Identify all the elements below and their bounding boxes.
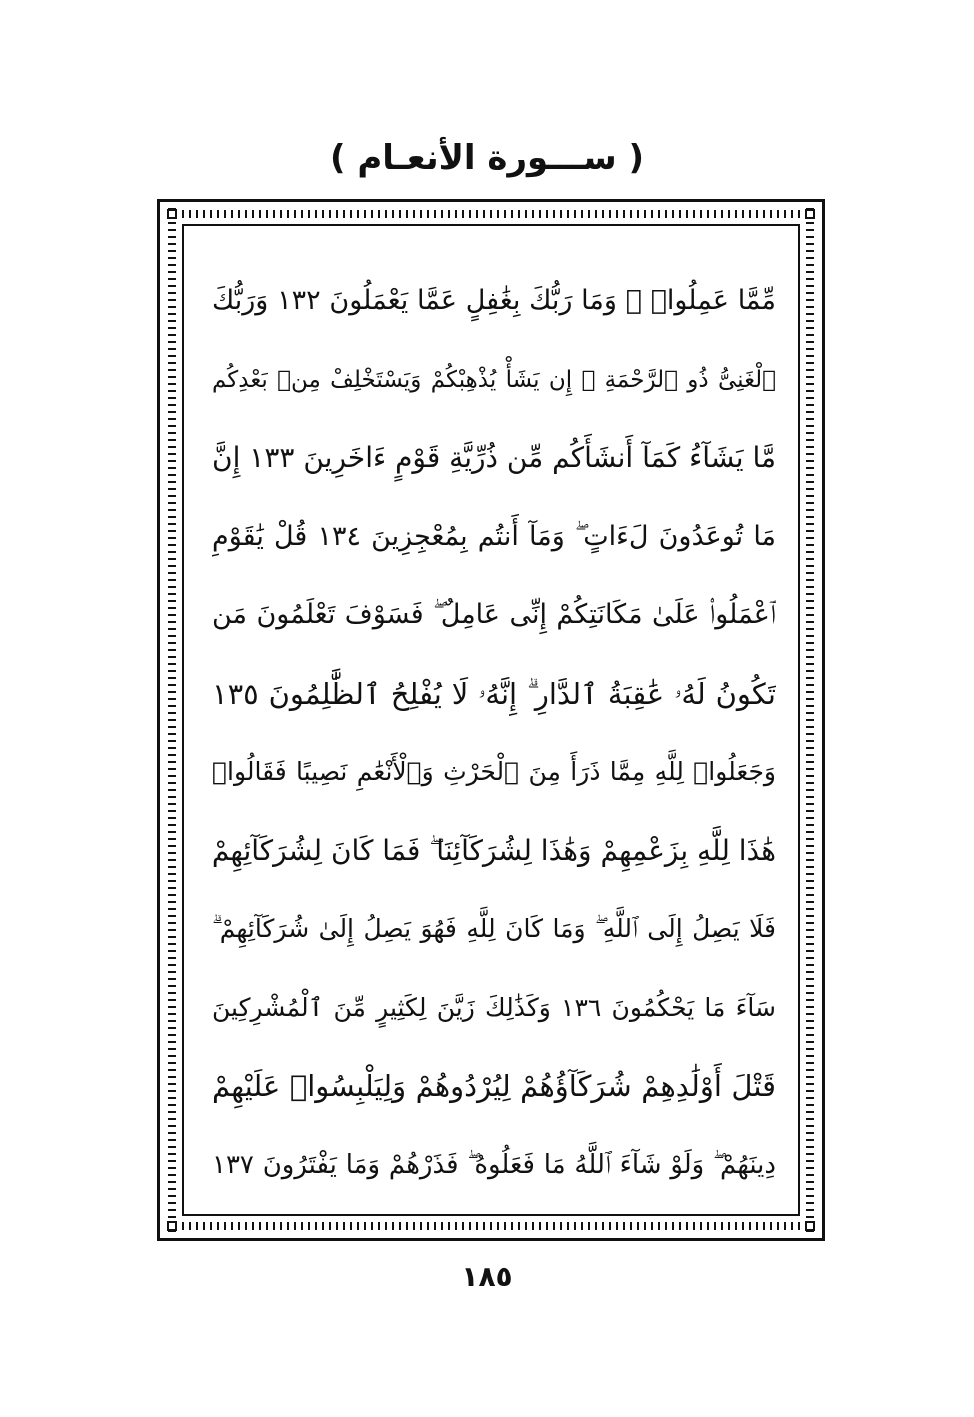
verse-line-6: تَكُونُ لَهُۥ عَٰقِبَةُ ٱلدَّارِ ۗ إِنَّهُۥ لَا يُفْلِحُ ٱلظَّٰلِمُونَ ١٣٥ (212, 676, 776, 711)
verse-line-5: ٱعْمَلُوا۟ عَلَىٰ مَكَانَتِكُمْ إِنِّى عَامِلٌ ۖ فَسَوْفَ تَعْلَمُونَ مَن (212, 599, 776, 630)
border-band-left (168, 208, 176, 1232)
verse-line-10: سَآءَ مَا يَحْكُمُونَ ١٣٦ وَكَذَٰلِكَ زَيَّنَ لِكَثِيرٍ مِّنَ ٱلْمُشْرِكِينَ (212, 992, 776, 1022)
verse-line-1: مِّمَّا عَمِلُوا۟ ۚ وَمَا رَبُّكَ بِغَٰفِلٍ عَمَّا يَعْمَلُونَ ١٣٢ وَرَبُّكَ (212, 285, 776, 316)
surah-title: ( ســـورة الأنعـام ) (329, 138, 645, 178)
border-corner-bottom-right (805, 1221, 815, 1231)
border-corner-bottom-left (167, 1221, 177, 1231)
page-number: ١٨٥ (461, 1260, 513, 1293)
verse-line-2: ٱلْغَنِىُّ ذُو ٱلرَّحْمَةِ ۚ إِن يَشَأْ يُذْهِبْكُمْ وَيَسْتَخْلِفْ مِنۢ بَعْدِكُم (212, 366, 776, 393)
border-corner-top-left (167, 209, 177, 219)
verse-line-7: وَجَعَلُوا۟ لِلَّهِ مِمَّا ذَرَأَ مِنَ ٱلْحَرْثِ وَٱلْأَنْعَٰمِ نَصِيبًا فَقَالُوا۟ (212, 757, 776, 786)
verse-text-block (212, 262, 776, 1204)
verse-line-3: مَّا يَشَآءُ كَمَآ أَنشَأَكُم مِّن ذُرِّيَّةِ قَوْمٍ ءَاخَرِينَ ١٣٣ إِنَّ (212, 441, 776, 474)
border-corner-top-right (805, 209, 815, 219)
text-frame (182, 224, 800, 1216)
verse-line-11: قَتْلَ أَوْلَٰدِهِمْ شُرَكَآؤُهُمْ لِيُرْدُوهُمْ وَلِيَلْبِسُوا۟ عَلَيْهِمْ (212, 1069, 776, 1103)
verse-line-9: فَلَا يَصِلُ إِلَى ٱللَّهِ ۖ وَمَا كَانَ لِلَّهِ فَهُوَ يَصِلُ إِلَىٰ شُرَكَآئِهِمْ ۗ (212, 914, 776, 943)
border-band-right (806, 208, 814, 1232)
border-band-bottom (168, 1222, 814, 1230)
border-band-top (168, 210, 814, 218)
verse-line-8: هَٰذَا لِلَّهِ بِزَعْمِهِمْ وَهَٰذَا لِشُرَكَآئِنَا ۖ فَمَا كَانَ لِشُرَكَآئِهِمْ (212, 833, 776, 867)
verse-line-4: مَا تُوعَدُونَ لَءَاتٍ ۖ وَمَآ أَنتُم بِمُعْجِزِينَ ١٣٤ قُلْ يَٰقَوْمِ (212, 520, 776, 552)
verse-line-12: دِينَهُمْ ۖ وَلَوْ شَآءَ ٱللَّهُ مَا فَعَلُوهُ ۖ فَذَرْهُمْ وَمَا يَفْتَرُونَ ١٣٧ (212, 1149, 776, 1180)
page-border (157, 199, 825, 1241)
